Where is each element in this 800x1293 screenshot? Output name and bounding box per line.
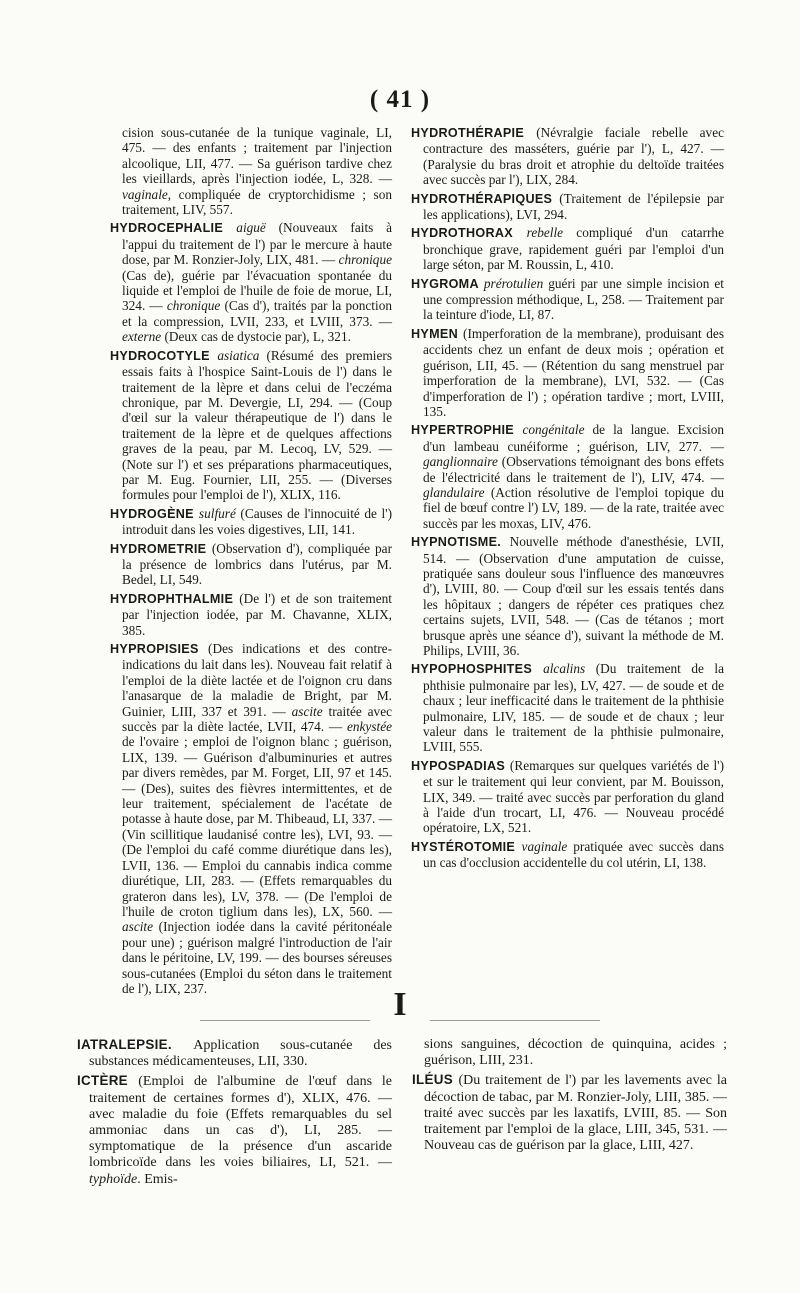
entry-text: de l'ovaire ; emploi de l'oignon blanc ; guérison, LIX, 139. — Guérison d'albuminuries et autres par divers remèdes, par M. Forget, LII, 97 et 145. — (Des), suites des fièvres intermittentes, et de leur traitement, spécialement de l'acétate de potasse à haute dose, par M. Thibeaud, LI, 337. — (Vin scillitique laudanisé contre les), LVI, 93. — (De l'emploi du café comme diurétique dans les), LVII, 136. — Emploi du cannabis indica comme diurétique, LII, 283. — (Effets remarquables du grateron dans les), LV, 378. — (De l'emploi de l'huile de croton tiglium dans les), LX, 560. — [122,734,392,919]
entry-italic-text: ascite [291,703,323,719]
entry-headword: HYDROCOTYLE [110,348,218,363]
entry-text: (Deux cas de dystocie par), L, 321. [161,329,351,345]
entry-text: (Cas d'), traités par la ponction et la compression, LVII, 233, et LVIII, 373. — [122,298,392,329]
entry-italic-text: rebelle [526,225,564,241]
entry-headword: HYPNOTISME. [411,535,510,550]
entry-italic-text: alcalins [543,661,586,677]
index-entry [411,276,724,323]
entry-text: traitée avec succès par la diète lactée, LVII, 474. — [122,703,392,735]
entry-text: guéri par une simple incision et une compression méthodique, L, 258. — Traitement par la teinture d'iode, LI, 87. [423,275,724,323]
entry-text: (Cas de), guérie par l'évacuation spontanée du liquide et l'emploi de l'huile de foie de morue, LI, 324. — [122,267,392,314]
index-entry [411,191,724,223]
entry-italic-text: ascite [122,919,154,935]
index-entry [110,220,392,344]
index-entry [110,591,392,638]
entry-text: (Résumé des premiers essais faits à l'hospice Saint-Louis de l') dans le traitement de la lèpre et dans celui de l'eczéma chronique, par M. Devergie, LI, 294. — (Coup d'œil sur la valeur thérapeutique de l') dans le traitement de la lèpre et de quelques affections graves de la peau, par M. Lecoq, LV, 529. — (Note sur l') et ses préparations pharmaceutiques, par M. Eug. Fournier, LII, 255. — (Diverses formules pour l'emploi de l'), XLIX, 116. [122,347,392,503]
entry-headword: HYPERTROPHIE [411,423,523,438]
entry-headword: HYDROTHÉRAPIE [411,126,537,140]
entry-text: (Action résolutive de l'emploi topique du fiel de bœuf contre l') LV, 189. — de la rate, traitée avec succès par les moxas, LIV, 476. [423,484,724,531]
entry-headword: HYSTÉROTOMIE [411,839,522,854]
entry-headword: HYPROPISIES [110,642,209,656]
entry-text: pratiquée avec succès dans un cas d'occlusion accidentelle du col utérin, LI, 138. [423,838,724,871]
index-column-top-left [110,125,392,999]
entry-text: de la langue. Excision d'un lambeau cunéiforme ; guérison, LIV, 277. — [423,422,725,454]
entry-italic-text: typhoïde [89,1171,138,1187]
index-entry [110,541,392,588]
entry-headword: HYPOPHOSPHITES [411,662,544,677]
entry-text: , compliquée de cryptorchidisme ; son traitement, LIV, 557. [122,186,392,218]
entry-headword: HYDROMETRIE [110,541,212,556]
index-entry [411,534,724,658]
index-column-bottom-left [77,1037,392,1191]
entry-text: (Du traitement de la phthisie pulmonaire par les), LV, 427. — de soude et de chaux ; leur inefficacité dans le traitement de la phthisie pulmonaire, LIV, 185. — de soude et de chaux ; leur valeur dans le traitement de la phthisie pulmonaire, LVIII, 555. [423,661,724,755]
entry-text: Nouvelle méthode d'anesthésie, LVII, 514. — (Observation d'une amputation de cuisse, pratiquée sans douleur sous l'influence des manœuvres d'), LVIII, 80. — Coup d'œil sur les essais tentés dans les hôpitaux ; dangers de répéter ces pratiques chez certains sujets, LVII, 548. — (Cas de tétanos ; mort brusque après une séance d'), suivant la méthode de M. Philips, LVIII, 36. [423,534,724,658]
index-entry [411,758,724,836]
entry-italic-text: sulfuré [198,505,236,521]
entry-text: (Emploi de l'albumine de l'œuf dans le traitement de certaines formes d'), XLIX, 476. — avec maladie du foie (Effets remarquables du sel ammoniac dans un cas d'), LI, 285. — symptomatique de la présence d'un ascaride lombricoïde dans les voies biliaires, LI, 521. — [89,1074,392,1171]
entry-text: . Emis- [137,1171,178,1187]
entry-headword: HYDROTHORAX [411,226,527,241]
section-letter: I [393,986,407,1023]
entry-text: (Remarques sur quelques variétés de l') et sur le traitement qui leur convient, par M. Bouisson, LIX, 349. — traité avec succès par perforation du gland à l'aide d'un trocart, LI, 476. — Nouveau procédé opératoire, LX, 521. [423,757,725,836]
entry-text: (De l') et de son traitement par l'injection iodée, par M. Chavanne, XLIX, 385. [122,590,392,638]
index-entry [110,348,392,503]
index-entry-continuation [110,125,392,217]
index-entry [77,1073,392,1187]
entry-italic-text: enkystée [346,719,392,735]
entry-headword: HYDROGÈNE [110,506,199,521]
entry-text: (Observation d'), compliquée par la présence de lombrics dans l'utérus, par M. Bedel, LI, 549. [122,540,393,588]
index-entry [411,839,724,871]
entry-headword: HYDROCEPHALIE [110,221,237,236]
index-entry [411,225,724,272]
index-entry [110,506,392,538]
entry-italic-text: asiatica [217,347,260,363]
entry-italic-text: prérotulien [483,275,544,291]
entry-italic-text: chronique [338,252,392,268]
index-entry [411,125,724,188]
entry-text: (Nouveaux faits à l'appui du traitement de l') par le mercure à haute dose, par M. Ronzier-Joly, LIX, 481. — [122,220,392,268]
section-rule-left [200,1020,370,1021]
entry-text: (Des indications et des contre-indications du lait dans les). Nouveau fait relatif à l'emploi de la diète lactée et de l'oignon cru dans l'anasarque de la maladie de Bright, par M. Guinier, LIII, 337 et 391. — [122,641,392,719]
entry-headword: HYDROTHÉRAPIQUES [411,191,560,206]
entry-italic-text: vaginale [521,838,568,854]
entry-text: (Causes de l'innocuité de l') introduit dans les voies digestives, LII, 141. [122,505,392,538]
entry-italic-text: chronique [166,298,221,314]
index-entry [110,641,392,996]
entry-headword: HYDROPHTHALMIE [110,591,240,606]
entry-headword: IATRALEPSIE. [77,1037,194,1052]
index-entry [411,661,724,754]
entry-text: (Observations témoignant des bons effets de l'électricité dans le traitement de l'), LIV, 474. — [423,454,724,485]
index-entry [411,326,724,419]
index-entry-continuation [412,1037,727,1069]
section-rule-right [430,1020,600,1021]
entry-italic-text: congénitale [522,422,585,438]
entry-text: (Traitement de l'épilepsie par les applications), LVI, 294. [423,190,724,223]
entry-italic-text: externe [122,329,162,345]
entry-italic-text: glandulaire [423,484,485,500]
index-entry [412,1072,727,1154]
entry-headword: ILÉUS [412,1072,459,1088]
index-column-bottom-right [412,1037,727,1157]
entry-text: Application sous-cutanée des substances médicamenteuses, LII, 330. [89,1038,392,1070]
entry-headword: HYGROMA [411,276,484,291]
entry-text: cision sous-cutanée de la tunique vaginale, LI, 475. — des enfants ; traitement par l'injection alcoolique, LII, 477. — Sa guérison tardive chez les vieillards, après l'injection iodée, L, 328. — [122,125,392,187]
entry-italic-text: aiguë [236,220,266,236]
index-entry [411,422,724,531]
entry-headword: HYPOSPADIAS [411,758,510,773]
entry-text: (Névralgie faciale rebelle avec contracture des masséters, guérie par l'), L, 427. — (Paralysie du bras droit et atrophie du deltoïde traitées avec succès par l'), LIX, 284. [423,125,724,188]
index-column-top-right [411,125,724,874]
entry-text: (Du traitement de l') par les lavements avec la décoction de tabac, par M. Ronzier-Joly, LIII, 385. — traité avec succès par les laxatifs, LVIII, 85. — Son traitement par l'emploi de la glace, LIII, 345, 531. — Nouveau cas de guérison par la glace, LIII, 427. [424,1073,727,1154]
page-number: ( 41 ) [369,86,431,113]
entry-text: (Imperforation de la membrane), produisant des accidents chez un enfant de deux mois ; opération et guérison, LII, 45. — (Rétention du sang menstruel par imperforation de la membrane), LVI, 532. — (Cas d'imperforation de l') ; opération tardive ; mort, LVIII, 135. [423,325,725,419]
entry-headword: ICTÈRE [77,1073,139,1089]
entry-headword: HYMEN [411,326,464,341]
entry-text: sions sanguines, décoction de quinquina, acides ; guérison, LIII, 231. [424,1037,727,1069]
index-entry [77,1037,392,1070]
entry-text: compliqué d'un catarrhe bronchique grave, rapidement guéri par l'emploi d'un large séton, par M. Roussin, L, 410. [423,225,724,273]
entry-italic-text: ganglionnaire [423,454,498,470]
entry-text: (Injection iodée dans la cavité péritonéale pour une) ; guérison malgré l'introduction de l'air dans le péritoine, LV, 199. — des bourses séreuses sous-cutanées (Emploi du séton dans le traitement de l'), LIX, 237. [122,919,392,996]
entry-italic-text: vaginale [122,186,168,202]
